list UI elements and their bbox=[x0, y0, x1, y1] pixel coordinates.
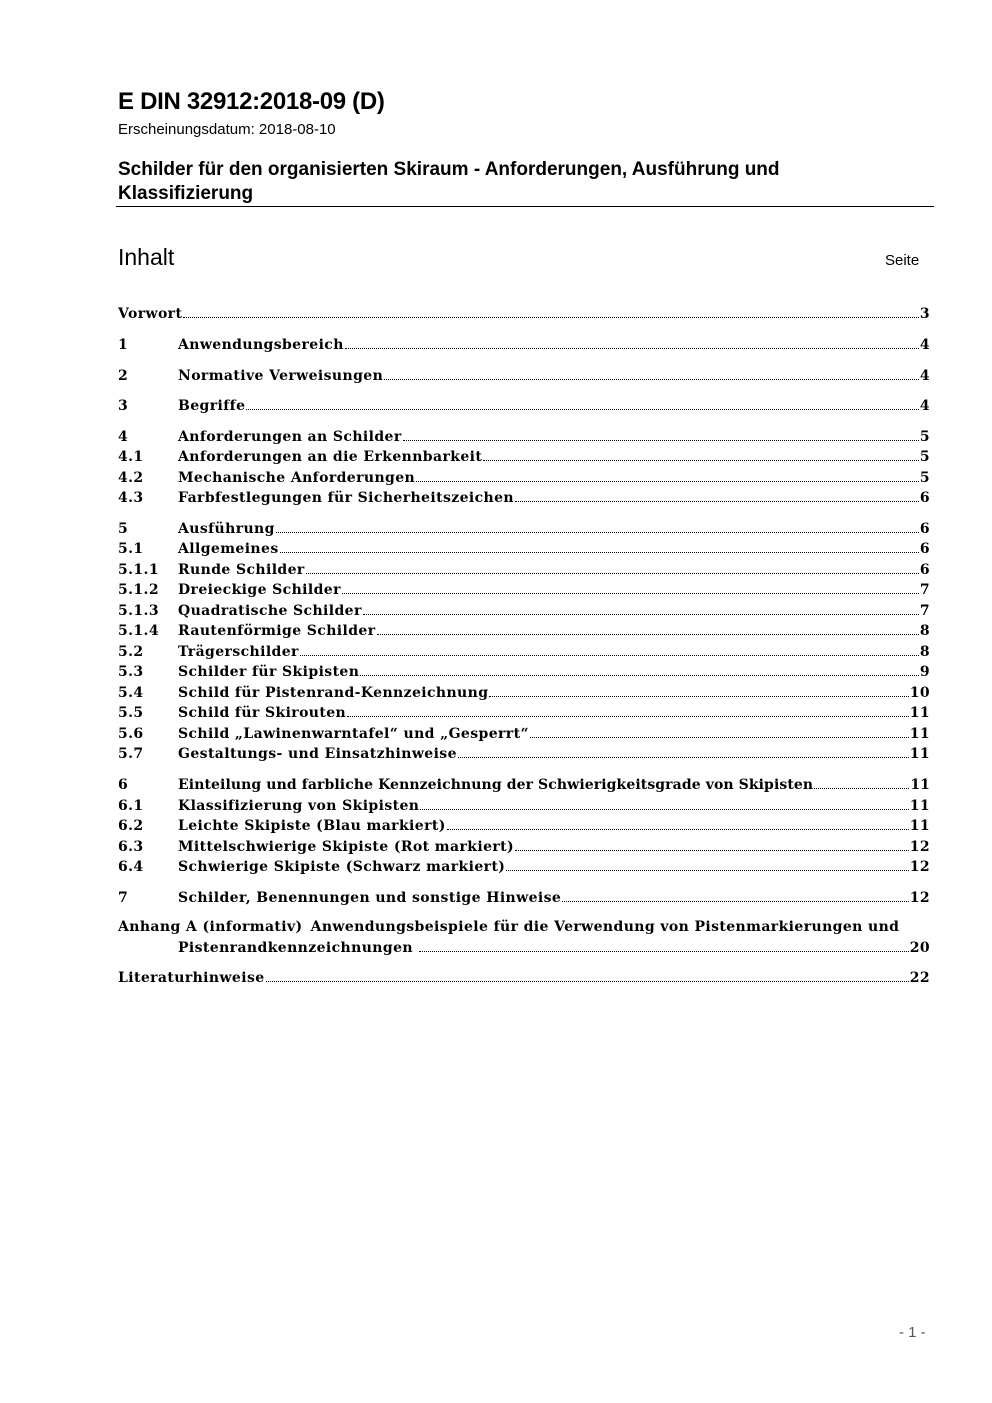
toc-entry-page: 11 bbox=[909, 818, 930, 834]
toc-entry-vorwort[interactable] bbox=[118, 302, 930, 322]
toc-entry-page: 5 bbox=[919, 449, 930, 465]
toc-entry-number: 5.5 bbox=[118, 705, 144, 721]
toc-entry-5-5[interactable] bbox=[118, 701, 930, 721]
dot-leader bbox=[447, 829, 909, 830]
dot-leader bbox=[377, 634, 919, 635]
toc-heading: Inhalt bbox=[118, 244, 175, 270]
toc-entry-page: 9 bbox=[919, 664, 930, 680]
toc-entry-5-1-4[interactable] bbox=[118, 619, 930, 639]
toc-entry-number: 4 bbox=[118, 429, 129, 445]
toc-entry-number: 5.7 bbox=[118, 746, 144, 762]
dot-leader bbox=[276, 532, 919, 533]
toc-entry-label: Schild „Lawinenwarntafel“ und „Gesperrt“ bbox=[178, 726, 529, 742]
toc-entry-1[interactable] bbox=[118, 333, 930, 353]
toc-entry-3[interactable] bbox=[118, 394, 930, 414]
toc-entry-5-1-1[interactable] bbox=[118, 558, 930, 578]
page-number: - 1 - bbox=[899, 1324, 926, 1341]
toc-entry-number: 5.4 bbox=[118, 685, 144, 701]
toc-entry-5-1-3[interactable] bbox=[118, 599, 930, 619]
dot-leader bbox=[506, 870, 908, 871]
toc-entry-label: Schilder für Skipisten bbox=[178, 664, 360, 680]
toc-entry-5[interactable] bbox=[118, 517, 930, 537]
annex-prefix: Anhang A (informativ) bbox=[118, 919, 303, 935]
toc-entry-number: 4.2 bbox=[118, 470, 144, 486]
toc-entry-label: Dreieckige Schilder bbox=[178, 582, 341, 598]
toc-entry-page: 12 bbox=[909, 859, 930, 875]
toc-entry-number: 6.4 bbox=[118, 859, 144, 875]
toc-entry-number: 6.2 bbox=[118, 818, 144, 834]
toc-entry-page: 6 bbox=[919, 490, 930, 506]
document-title: Schilder für den organisierten Skiraum - Anforderungen, Ausführung und Klassifizierung bbox=[118, 159, 780, 204]
toc-entry-5-3[interactable] bbox=[118, 660, 930, 680]
toc-entry-label: Vorwort bbox=[118, 306, 183, 322]
toc-entry-number: 6.1 bbox=[118, 798, 144, 814]
dot-leader bbox=[515, 850, 909, 851]
toc-entry-page: 7 bbox=[919, 582, 930, 598]
toc-entry-number: 5.1.3 bbox=[118, 603, 159, 619]
toc-entry-label: Mittelschwierige Skipiste (Rot markiert) bbox=[178, 839, 515, 855]
dot-leader bbox=[266, 981, 909, 982]
toc-entry-4-1[interactable] bbox=[118, 445, 930, 465]
dot-leader bbox=[420, 809, 908, 810]
toc-entry-page: 4 bbox=[919, 337, 930, 353]
toc-entry-label: Trägerschilder bbox=[178, 644, 299, 660]
toc-entry-label: Leichte Skipiste (Blau markiert) bbox=[178, 818, 446, 834]
toc-entry-4[interactable] bbox=[118, 425, 930, 445]
toc-entry-6-4[interactable] bbox=[118, 855, 930, 875]
toc-entry-number: 4.1 bbox=[118, 449, 144, 465]
dot-leader bbox=[360, 675, 919, 676]
toc-entry-page: 11 bbox=[909, 798, 930, 814]
toc-entry-number: 1 bbox=[118, 337, 129, 353]
dot-leader bbox=[300, 655, 919, 656]
toc-entry-page: 4 bbox=[919, 368, 930, 384]
toc-entry-label: Einteilung und farbliche Kennzeichnung der Schwierigkeitsgrade von Skipisten bbox=[178, 777, 814, 793]
toc-entry-page: 5 bbox=[919, 470, 930, 486]
toc-entry-page: 12 bbox=[909, 839, 930, 855]
toc-entry-number: 2 bbox=[118, 368, 129, 384]
dot-leader bbox=[280, 552, 919, 553]
toc-entry-5-2[interactable] bbox=[118, 640, 930, 660]
toc-entry-page: 11 bbox=[909, 705, 930, 721]
dot-leader bbox=[403, 440, 919, 441]
toc-entry-page: 6 bbox=[919, 562, 930, 578]
toc-entry-page: 6 bbox=[919, 521, 930, 537]
toc-entry-label: Schild für Skirouten bbox=[178, 705, 347, 721]
toc-entry-number: 5.1.4 bbox=[118, 623, 159, 639]
toc-entry-page: 11 bbox=[910, 777, 930, 793]
dot-leader bbox=[483, 460, 919, 461]
toc-entry-page: 8 bbox=[919, 644, 930, 660]
dot-leader bbox=[562, 901, 909, 902]
toc-entry-label: Allgemeines bbox=[178, 541, 279, 557]
toc-entry-6-1[interactable] bbox=[118, 794, 930, 814]
toc-entry-label: Klassifizierung von Skipisten bbox=[178, 798, 420, 814]
toc-entry-label: Schilder, Benennungen und sonstige Hinweise bbox=[178, 890, 562, 906]
toc-entry-page: 6 bbox=[919, 541, 930, 557]
toc-entry-5-6[interactable] bbox=[118, 722, 930, 742]
toc-entry-page: 4 bbox=[919, 398, 930, 414]
toc-entry-label: Quadratische Schilder bbox=[178, 603, 362, 619]
toc-entry-page: 11 bbox=[909, 746, 930, 762]
toc-entry-annex-a[interactable] bbox=[118, 914, 930, 956]
dot-leader bbox=[458, 757, 909, 758]
toc-entry-label: Begriffe bbox=[178, 398, 246, 414]
toc-entry-number: 3 bbox=[118, 398, 129, 414]
toc-entry-6[interactable] bbox=[118, 773, 930, 793]
dot-leader bbox=[384, 379, 919, 380]
toc-entry-page: 5 bbox=[919, 429, 930, 445]
annex-title-line2: Pistenrandkennzeichnungen bbox=[178, 940, 413, 956]
toc-entry-label: Anforderungen an die Erkennbarkeit bbox=[178, 449, 483, 465]
toc-entry-page: 12 bbox=[909, 890, 930, 906]
toc-entry-label: Normative Verweisungen bbox=[178, 368, 384, 384]
dot-leader bbox=[342, 593, 919, 594]
toc-entry-number: 6 bbox=[118, 777, 128, 793]
toc-entry-number: 7 bbox=[118, 890, 129, 906]
toc-entry-label: Runde Schilder bbox=[178, 562, 305, 578]
toc-entry-page: 7 bbox=[919, 603, 930, 619]
toc-entry-6-3[interactable] bbox=[118, 835, 930, 855]
dot-leader bbox=[183, 317, 919, 318]
dot-leader bbox=[345, 348, 919, 349]
toc-entry-6-2[interactable] bbox=[118, 814, 930, 834]
toc-entry-5-4[interactable] bbox=[118, 681, 930, 701]
toc-entry-number: 5.6 bbox=[118, 726, 144, 742]
toc-entry-5-1[interactable] bbox=[118, 537, 930, 557]
toc-entry-4-2[interactable] bbox=[118, 466, 930, 486]
dot-leader bbox=[306, 573, 919, 574]
toc-entry-5-7[interactable] bbox=[118, 742, 930, 762]
toc-entry-bibliography[interactable] bbox=[118, 966, 930, 986]
toc-entry-page: 11 bbox=[909, 726, 930, 742]
toc-entry-number: 5.1.2 bbox=[118, 582, 159, 598]
toc-entry-label: Farbfestlegungen für Sicherheitszeichen bbox=[178, 490, 514, 506]
toc-entry-number: 5 bbox=[118, 521, 129, 537]
toc-entry-label: Literaturhinweise bbox=[118, 970, 265, 986]
dot-leader bbox=[246, 409, 918, 410]
toc-entry-label: Ausführung bbox=[178, 521, 275, 537]
document-id: E DIN 32912:2018-09 (D) bbox=[118, 88, 385, 115]
toc-entry-5-1-2[interactable] bbox=[118, 578, 930, 598]
toc-entry-4-3[interactable] bbox=[118, 486, 930, 506]
annex-page: 20 bbox=[909, 940, 930, 956]
toc-entry-number: 4.3 bbox=[118, 490, 144, 506]
annex-title-line1: Anwendungsbeispiele für die Verwendung von Pistenmarkierungen und bbox=[310, 919, 900, 935]
dot-leader bbox=[416, 481, 919, 482]
dot-leader bbox=[515, 501, 919, 502]
toc-entry-7[interactable] bbox=[118, 886, 930, 906]
toc-entry-page: 8 bbox=[919, 623, 930, 639]
toc-entry-label: Anwendungsbereich bbox=[178, 337, 344, 353]
toc-entry-page: 10 bbox=[909, 685, 930, 701]
dot-leader bbox=[363, 614, 919, 615]
toc-entry-number: 5.2 bbox=[118, 644, 144, 660]
title-divider bbox=[116, 206, 934, 207]
page-column-label: Seite bbox=[885, 252, 920, 269]
toc-entry-label: Anforderungen an Schilder bbox=[178, 429, 402, 445]
toc-entry-label: Schwierige Skipiste (Schwarz markiert) bbox=[178, 859, 506, 875]
toc-entry-number: 5.1 bbox=[118, 541, 144, 557]
dot-leader bbox=[814, 788, 909, 789]
toc-entry-number: 5.3 bbox=[118, 664, 144, 680]
toc-entry-number: 6.3 bbox=[118, 839, 144, 855]
publication-date: Erscheinungsdatum: 2018-08-10 bbox=[118, 121, 336, 138]
toc-entry-page: 3 bbox=[919, 306, 930, 322]
toc-entry-2[interactable] bbox=[118, 364, 930, 384]
toc-entry-page: 22 bbox=[909, 970, 930, 986]
dot-leader bbox=[530, 737, 909, 738]
toc-entry-label: Gestaltungs- und Einsatzhinweise bbox=[178, 746, 457, 762]
toc-entry-label: Mechanische Anforderungen bbox=[178, 470, 416, 486]
dot-leader bbox=[347, 716, 909, 717]
dot-leader bbox=[419, 951, 909, 952]
toc-entry-number: 5.1.1 bbox=[118, 562, 159, 578]
dot-leader bbox=[489, 696, 908, 697]
toc-entry-label: Rautenförmige Schilder bbox=[178, 623, 376, 639]
toc-entry-label: Schild für Pistenrand-Kennzeichnung bbox=[178, 685, 489, 701]
